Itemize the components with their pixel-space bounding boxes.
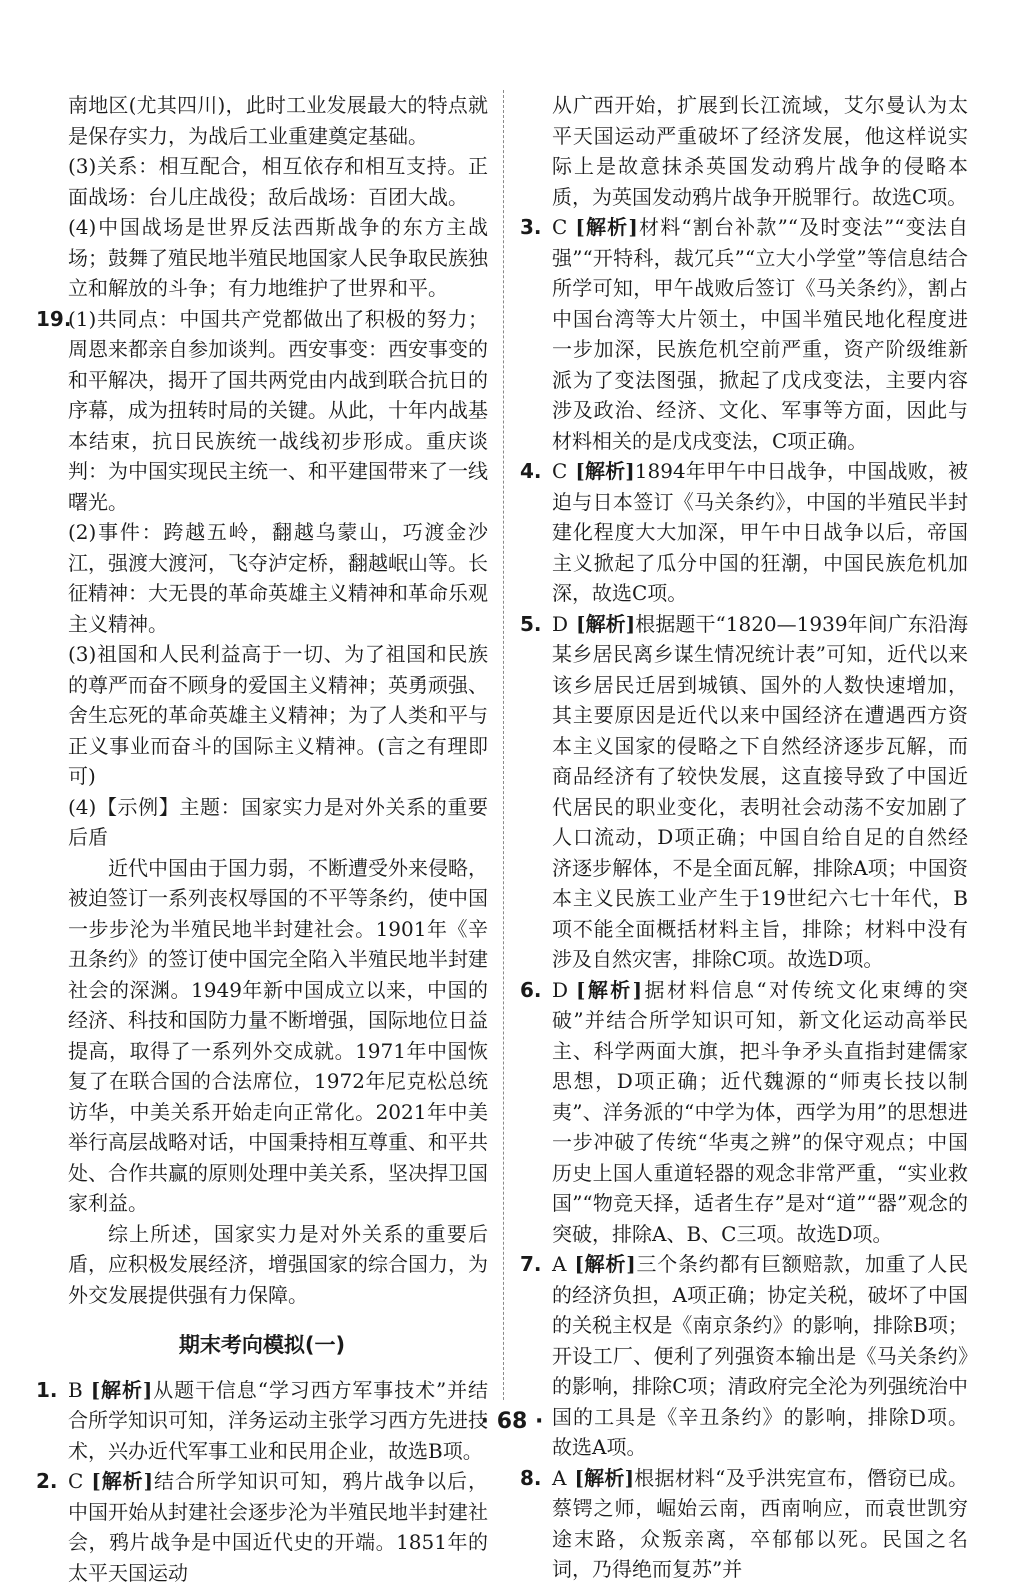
section-title: 期末考向模拟(一) (178, 1333, 346, 1357)
analysis-text: 根据材料“及乎洪宪宣布，僭窃已成。蔡锷之师，崛始云南，西南响应，而袁世凯穷途末路，众叛亲离，卒郁郁以死。民国之名词，乃得绝而复苏”并 (552, 1465, 968, 1581)
answer-letter: D (552, 611, 569, 636)
analysis-tag: [解析] (575, 459, 635, 483)
answer-letter: D (552, 977, 569, 1002)
question-number: 6. (520, 977, 542, 1002)
analysis-tag: [解析] (91, 1469, 154, 1493)
analysis-text: 材料“割台补款”“及时变法”“变法自强”“开特科，裁冗兵”“立大小学堂”等信息结合所学可知，甲午战败后签订《马关条约》，割占中国台湾等大片领土，中国半殖民地化程度进一步加深，民族危机空前严重，资产阶级维新派为了变法图强，掀起了戊戌变法，主要内容涉及政治、经济、文化、军事等方面，因此与材料相关的是戊戌变法，C项正确。 (552, 215, 968, 453)
question-item (520, 456, 968, 609)
analysis-text: 据材料信息“对传统文化束缚的突破”并结合所学知识可知，新文化运动高举民主、科学两面大旗，把斗争矛头直指封建儒家思想，D项正确；近代魏源的“师夷长技以制夷”、洋务派的“中学为体，西学为用”的思想进一步冲破了传统“华夷之辨”的保守观点；中国历史上国人重道轻器的观念非常严重，“实业救国”“物竞天择，适者生存”是对“道”“器”观念的突破，排除A、B、C三项。故选D项。 (552, 977, 968, 1246)
answer-letter: A (552, 1252, 567, 1276)
analysis-tag: [解析] (90, 1377, 153, 1402)
answer-letter: B (68, 1377, 83, 1402)
question-item (520, 1463, 968, 1585)
question-number: 1. (36, 1377, 58, 1402)
analysis-text: 根据题干“1820—1939年间广东沿海某乡居民离乡谋生情况统计表”可知，近代以来该乡居民迁居到城镇、国外的人数快速增加，其主要原因是近代以来中国经济在遭遇西方资本主义国家的侵略之下自然经济逐步瓦解，而商品经济有了较快发展，这直接导致了中国近代居民的职业变化，表明社会动荡不安加剧了人口流动，D项正确；中国自给自足的自然经济逐步解体，不是全面瓦解，排除A项；中国资本主义民族工业产生于19世纪六七十年代，B项不能全面概括材料主旨，排除；材料中没有涉及自然灾害，排除C项。故选D项。 (552, 611, 968, 971)
q19-block (36, 304, 488, 853)
question-number: 5. (520, 611, 542, 636)
analysis-tag: [解析] (574, 1465, 635, 1490)
essay-paragraph: 近代中国由于国力弱，不断遭受外来侵略，被迫签订一系列丧权辱国的不平等条约，使中国一步步沦为半殖民地半封建社会。1901年《辛丑条约》的签订使中国完全陷入半殖民地半封建社会的深渊。1949年新中国成立以来，中国的经济、科技和国防力量不断增强，国际地位日益提高，取得了一系列外交成就。1971年中国恢复了在联合国的合法席位，1972年尼克松总统访华，中美关系开始走向正常化。2021年中美举行高层战略对话，中国秉持相互尊重、和平共处、合作共赢的原则处理中美关系，坚决捍卫国家利益。 (68, 855, 488, 1215)
right-column (520, 90, 968, 1585)
question-number: 8. (520, 1465, 542, 1490)
essay-paragraph: 综上所述，国家实力是对外关系的重要后盾，应积极发展经济，增强国家的综合国力，为外交发展提供强有力保障。 (68, 1221, 488, 1307)
question-number: 7. (520, 1252, 542, 1276)
question-item (520, 212, 968, 456)
q2-continuation: 从广西开始，扩展到长江流域，艾尔曼认为太平天国运动严重破坏了经济发展，他这样说实际上是故意抹杀英国发动鸦片战争的侵略本质，为英国发动鸦片战争开脱罪行。故选C项。 (552, 93, 968, 209)
question-number: 4. (520, 459, 542, 483)
column-divider (503, 90, 504, 1400)
left-column (36, 90, 488, 1588)
question-number: 19. (36, 306, 72, 331)
q19-paragraph: (1)共同点：中国共产党都做出了积极的努力；周恩来都亲自参加谈判。西安事变：西安事变的和平解决，揭开了国共两党由内战到联合抗日的序幕，成为扭转时局的关键。从此，十年内战基本结束，抗日民族统一战线初步形成。重庆谈判：为中国实现民主统一、和平建国带来了一线曙光。 (68, 306, 488, 514)
analysis-tag: [解析] (576, 977, 643, 1002)
q18-paragraph: (3)关系：相互配合，相互依存和相互支持。正面战场：台儿庄战役；敌后战场：百团大战。 (68, 154, 488, 209)
answer-letter: C (68, 1469, 84, 1493)
analysis-text: 三个条约都有巨额赔款，加重了人民的经济负担，A项正确；协定关税，破坏了中国的关税主权是《南京条约》的影响，排除B项；开设工厂、便利了列强资本输出是《马关条约》的影响，排除C项；清政府完全沦为列强统治中国的工具是《辛丑条约》的影响，排除D项。故选A项。 (552, 1252, 968, 1459)
answer-letter: C (552, 459, 568, 483)
page-number: · 68 · (480, 1409, 544, 1434)
answer-letter: C (552, 215, 568, 239)
q19-paragraph: (2)事件：跨越五岭，翻越乌蒙山，巧渡金沙江，强渡大渡河，飞夺泸定桥，翻越岷山等。长征精神：大无畏的革命英雄主义精神和革命乐观主义精神。 (68, 520, 488, 636)
analysis-tag: [解析] (575, 215, 638, 239)
analysis-text: 1894年甲午中日战争，中国战败，被迫与日本签订《马关条约》，中国的半殖民半封建化程度大大加深，甲午中日战争以后，帝国主义掀起了瓜分中国的狂潮，中国民族危机加深，故选C项。 (552, 459, 968, 605)
analysis-tag: [解析] (576, 611, 636, 636)
question-number: 3. (520, 215, 542, 239)
q19-paragraph: (3)祖国和人民利益高于一切、为了祖国和民族的尊严而奋不顾身的爱国主义精神；英勇顽强、舍生忘死的革命英雄主义精神；为了人类和平与正义事业而奋斗的国际主义精神。(言之有理即可) (68, 642, 488, 788)
answer-letter: A (552, 1465, 567, 1490)
q18-paragraph: (4)中国战场是世界反法西斯战争的东方主战场；鼓舞了殖民地半殖民地国家人民争取民族独立和解放的斗争；有力地维护了世界和平。 (68, 215, 488, 300)
question-item (520, 609, 968, 975)
analysis-text: 从题干信息“学习西方军事技术”并结合所学知识可知，洋务运动主张学习西方先进技术，兴办近代军事工业和民用企业，故选B项。 (68, 1377, 488, 1463)
question-item (520, 975, 968, 1250)
analysis-tag: [解析] (574, 1252, 636, 1276)
q19-paragraph: (4)【示例】主题：国家实力是对外关系的重要后盾 (68, 794, 488, 849)
question-item (36, 1466, 488, 1588)
question-number: 2. (36, 1469, 58, 1493)
analysis-text: 结合所学知识可知，鸦片战争以后，中国开始从封建社会逐步沦为半殖民地半封建社会，鸦片战争是中国近代史的开端。1851年的太平天国运动 (68, 1469, 488, 1585)
q18-paragraph: 南地区(尤其四川)，此时工业发展最大的特点就是保存实力，为战后工业重建奠定基础。 (68, 93, 488, 148)
